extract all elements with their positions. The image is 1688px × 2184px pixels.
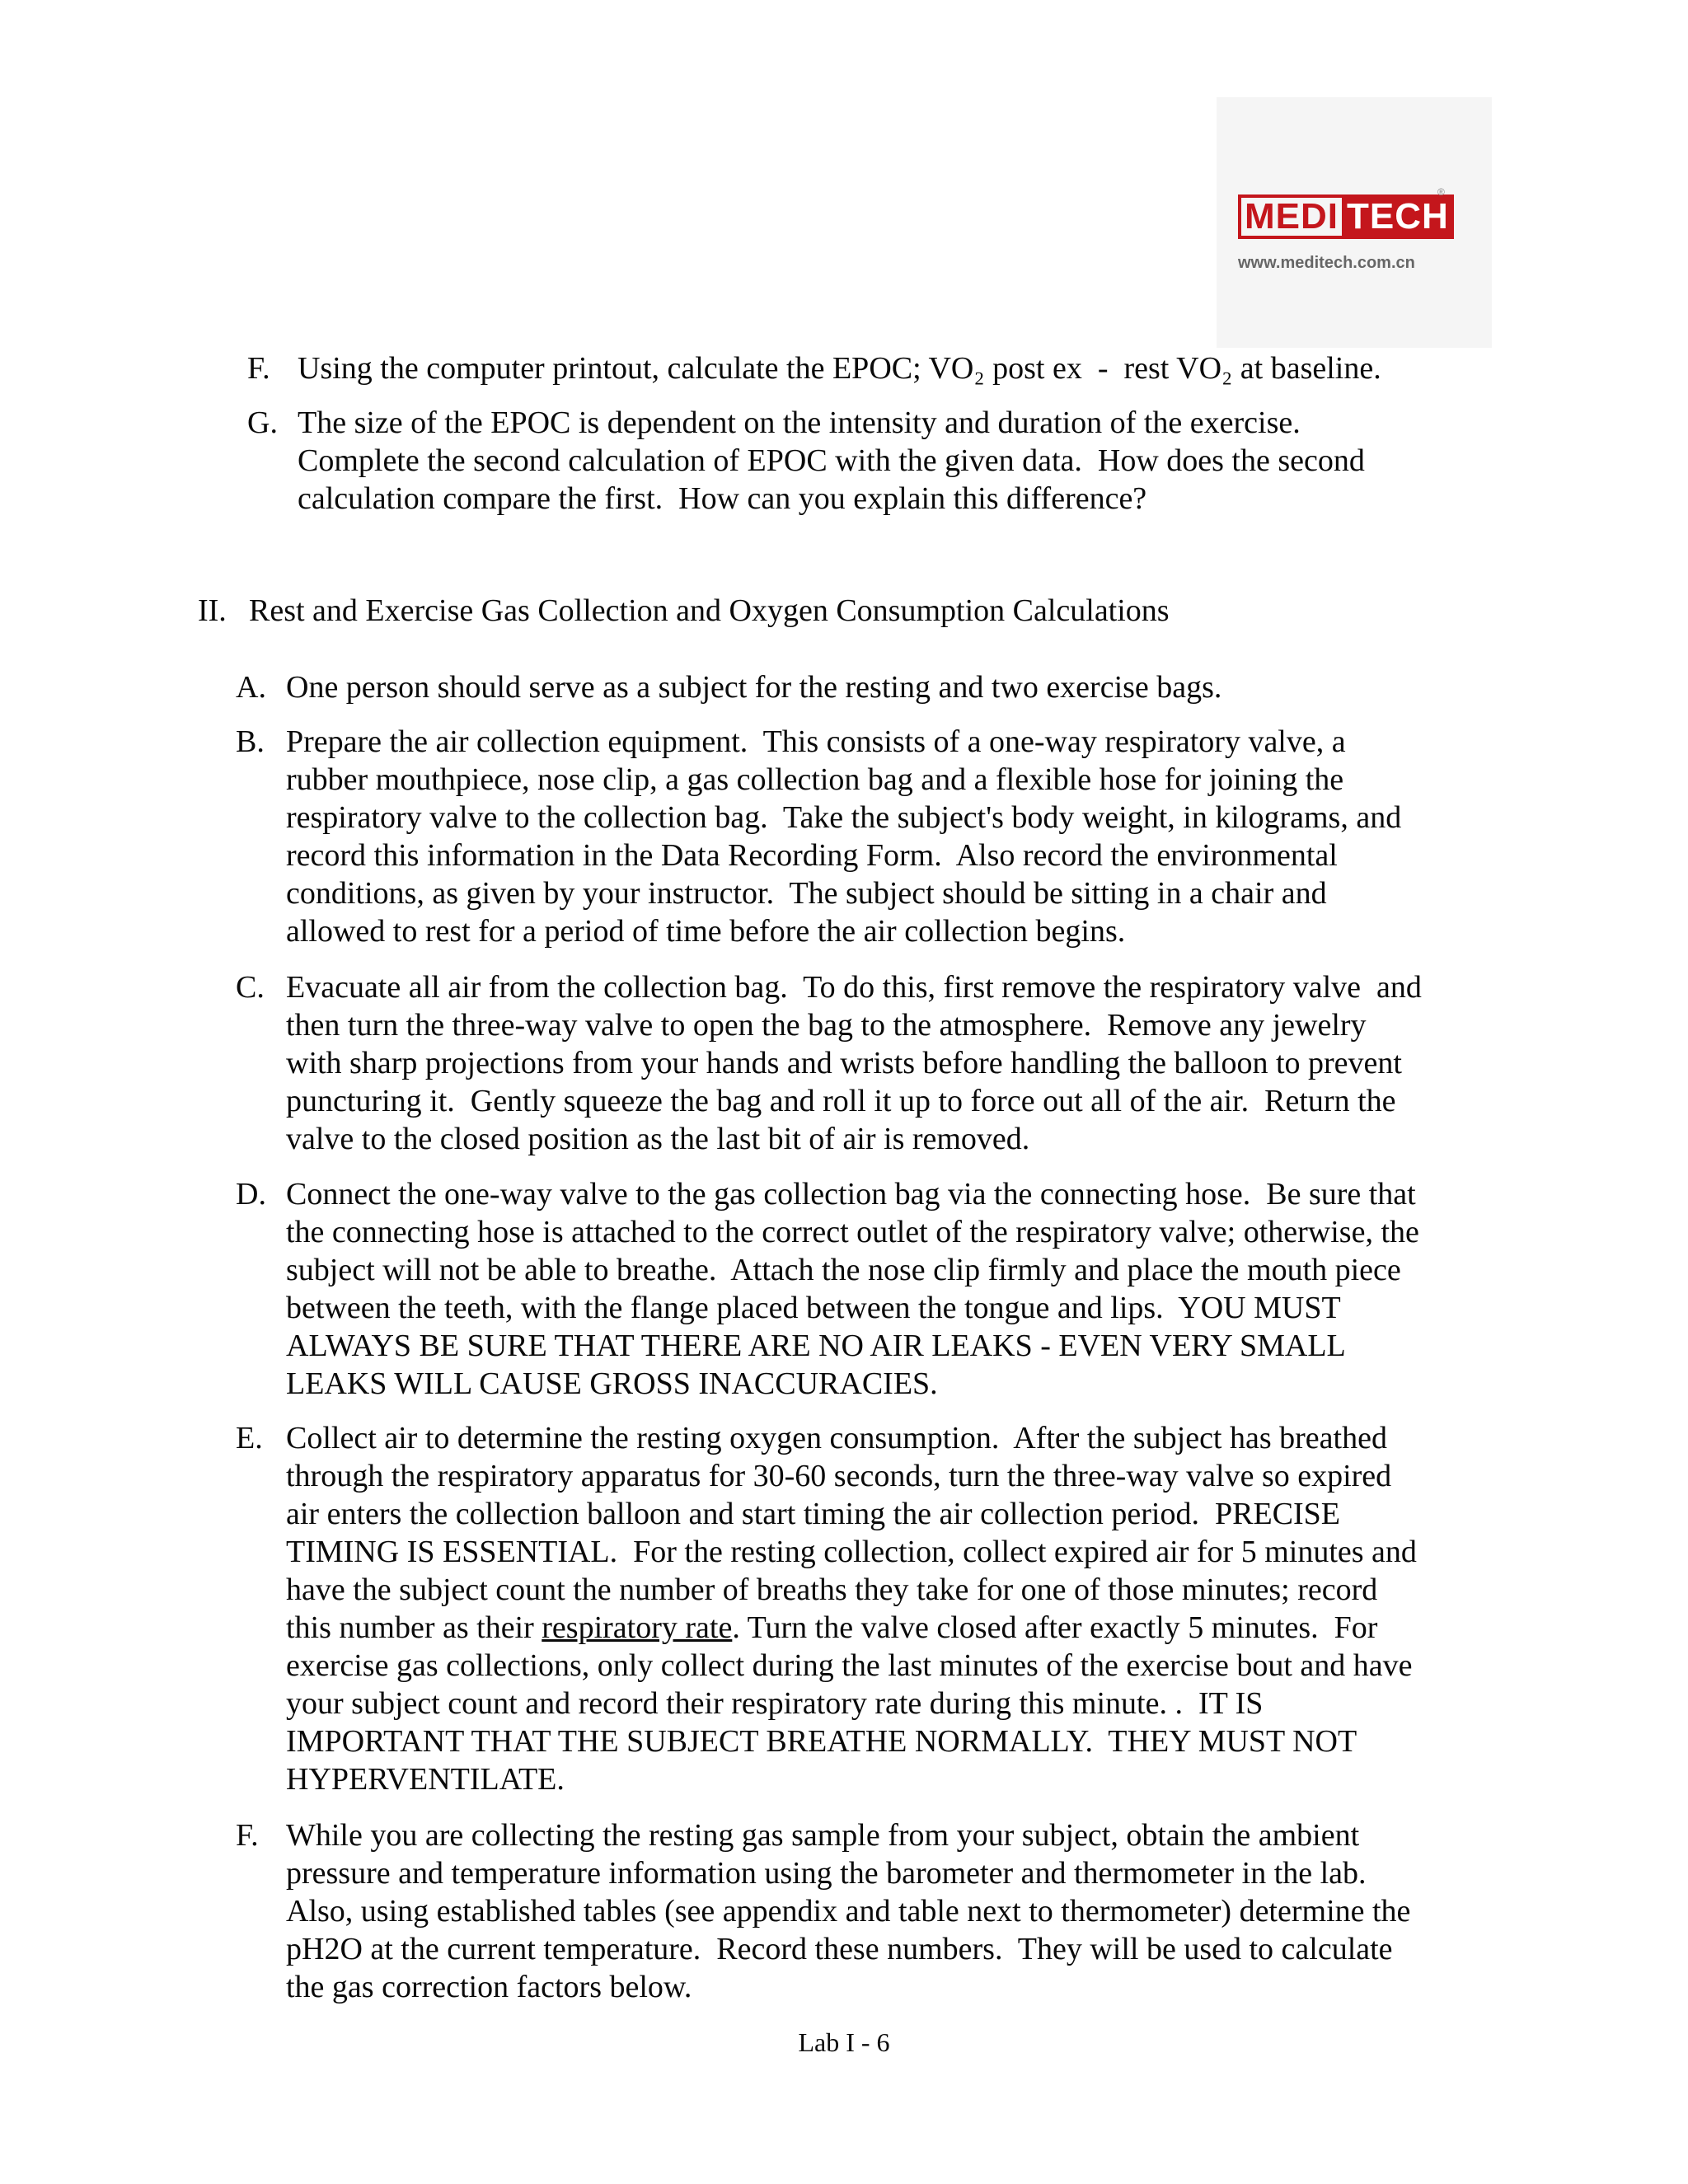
meditech-logo: [1217, 97, 1492, 348]
section-title: Rest and Exercise Gas Collection and Oxygen Consumption Calculations: [249, 593, 1170, 628]
page-footer: Lab I - 6: [798, 2027, 890, 2057]
logo-url: www.meditech.com.cn: [1238, 254, 1415, 272]
item-text: The size of the EPOC is dependent on the intensity and duration of the exercise. Complete the second calculation of EPOC with the given data. How does the second calculation compare the first. How can you explain this difference?: [298, 405, 1365, 516]
section-marker: II.: [198, 593, 227, 628]
item-text: One person should serve as a subject for the resting and two exercise bags.: [286, 670, 1222, 705]
item-text-after: . Turn the valve closed after exactly 5 minutes. For exercise gas collections, only collect during the last minutes of the exercise bout and have your subject count and record their respiratory rate during this minute. . IT IS IMPORTANT THAT THE SUBJECT BREATHE NORMALLY. THEY MUST NOT HYPERVENTILATE.: [286, 1610, 1413, 1797]
item-marker: B.: [236, 724, 265, 759]
item-marker: F.: [236, 1818, 259, 1853]
logo-wordmark: [1238, 194, 1454, 239]
item-marker: F.: [247, 351, 270, 386]
item-text: Evacuate all air from the collection bag. To do this, first remove the respiratory valve and then turn the three-way valve to open the bag to the atmosphere. Remove any jewelry with sharp projections from your hands and wrists before handling the balloon to prevent puncturing it. Gently squeeze the bag and roll it up to force out all of the air. Return the valve to the closed position as the last bit of air is removed.: [286, 970, 1422, 1156]
item-text: Using the computer printout, calculate the EPOC; VO₂ post ex - rest VO₂ at baseline.: [298, 351, 1381, 386]
item-marker: E.: [236, 1421, 263, 1455]
item-marker: A.: [236, 670, 266, 705]
item-text-before: Collect air to determine the resting oxygen consumption. After the subject has breathed through the respiratory apparatus for 30-60 seconds, turn the three-way valve so expired air enters the collection balloon and start timing the air collection period. PRECISE TIMING IS ESSENTIAL. For the resting collection, collect expired air for 5 minutes and have the subject count the number of breaths they take for one of those minutes; record this number as their: [286, 1421, 1417, 1645]
logo-brand-right: TECH: [1342, 194, 1454, 239]
item-text: [286, 1419, 1489, 1798]
logo-brand-left: MEDI: [1238, 194, 1342, 239]
registered-mark: ®: [1437, 186, 1445, 198]
respiratory-rate-term: respiratory rate: [542, 1610, 733, 1645]
item-text: Prepare the air collection equipment. This consists of a one-way respiratory valve, a rubber mouthpiece, nose clip, a gas collection bag and a flexible hose for joining the respiratory valve to the collection bag. Take the subject's body weight, in kilograms, and record this information in the Data Recording Form. Also record the environmental conditions, as given by your instructor. The subject should be sitting in a chair and allowed to rest for a period of time before the air collection begins.: [286, 724, 1402, 949]
item-marker: D.: [236, 1177, 266, 1212]
item-marker: G.: [247, 405, 278, 440]
item-marker: C.: [236, 970, 265, 1005]
item-text: While you are collecting the resting gas sample from your subject, obtain the ambient pressure and temperature information using the barometer and thermometer in the lab. Also, using established tables (see appendix and table next to thermometer) determine the pH2O at the current temperature. Record these numbers. They will be used to calculate the gas correction factors below.: [286, 1818, 1411, 2004]
item-text: Connect the one-way valve to the gas collection bag via the connecting hose. Be sure that the connecting hose is attached to the correct outlet of the respiratory valve; otherwise, the subject will not be able to breathe. Attach the nose clip firmly and place the mouth piece between the teeth, with the flange placed between the tongue and lips. YOU MUST ALWAYS BE SURE THAT THERE ARE NO AIR LEAKS - EVEN VERY SMALL LEAKS WILL CAUSE GROSS INACCURACIES.: [286, 1177, 1419, 1401]
